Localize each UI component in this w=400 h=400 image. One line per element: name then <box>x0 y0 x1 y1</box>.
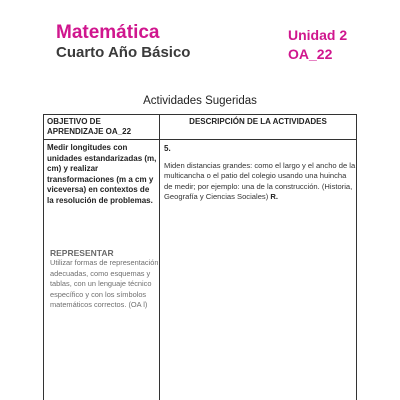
learning-objective: Medir longitudes con unidades estandarizadas (m, cm) y realizar transformaciones (m a cm y viceversa) en contextos de la resolución de problemas. <box>47 143 157 205</box>
unit-label: Unidad 2 <box>288 27 348 43</box>
header-row-divider <box>44 139 356 140</box>
activity-number: 5. <box>164 144 171 153</box>
activities-table <box>43 114 357 400</box>
subject-title: Matemática <box>56 22 160 43</box>
skill-description: Utilizar formas de representación adecuadas, como esquemas y tablas, con un lenguaje técnico específico y con los símbolos matemáticos correctos. (OA l) <box>50 258 159 310</box>
skill-title: REPRESENTAR <box>50 248 114 258</box>
activity-body: Miden distancias grandes: como el largo y el ancho de la multicancha o el patio del colegio usando una huincha de medir; por ejemplo: una de la construcción. (Historia, Geografía y Ciencias Sociales) <box>164 161 356 202</box>
oa-code: OA_22 <box>288 46 333 62</box>
activity-column-header: DESCRIPCIÓN DE LA ACTIVIDADES <box>189 117 327 126</box>
activity-skill-tag: R. <box>270 192 278 202</box>
activity-description <box>164 161 356 203</box>
objective-column-header: OBJETIVO DE APRENDIZAJE OA_22 <box>47 117 132 136</box>
section-title: Actividades Sugeridas <box>143 95 257 107</box>
grade-title: Cuarto Año Básico <box>56 44 191 61</box>
